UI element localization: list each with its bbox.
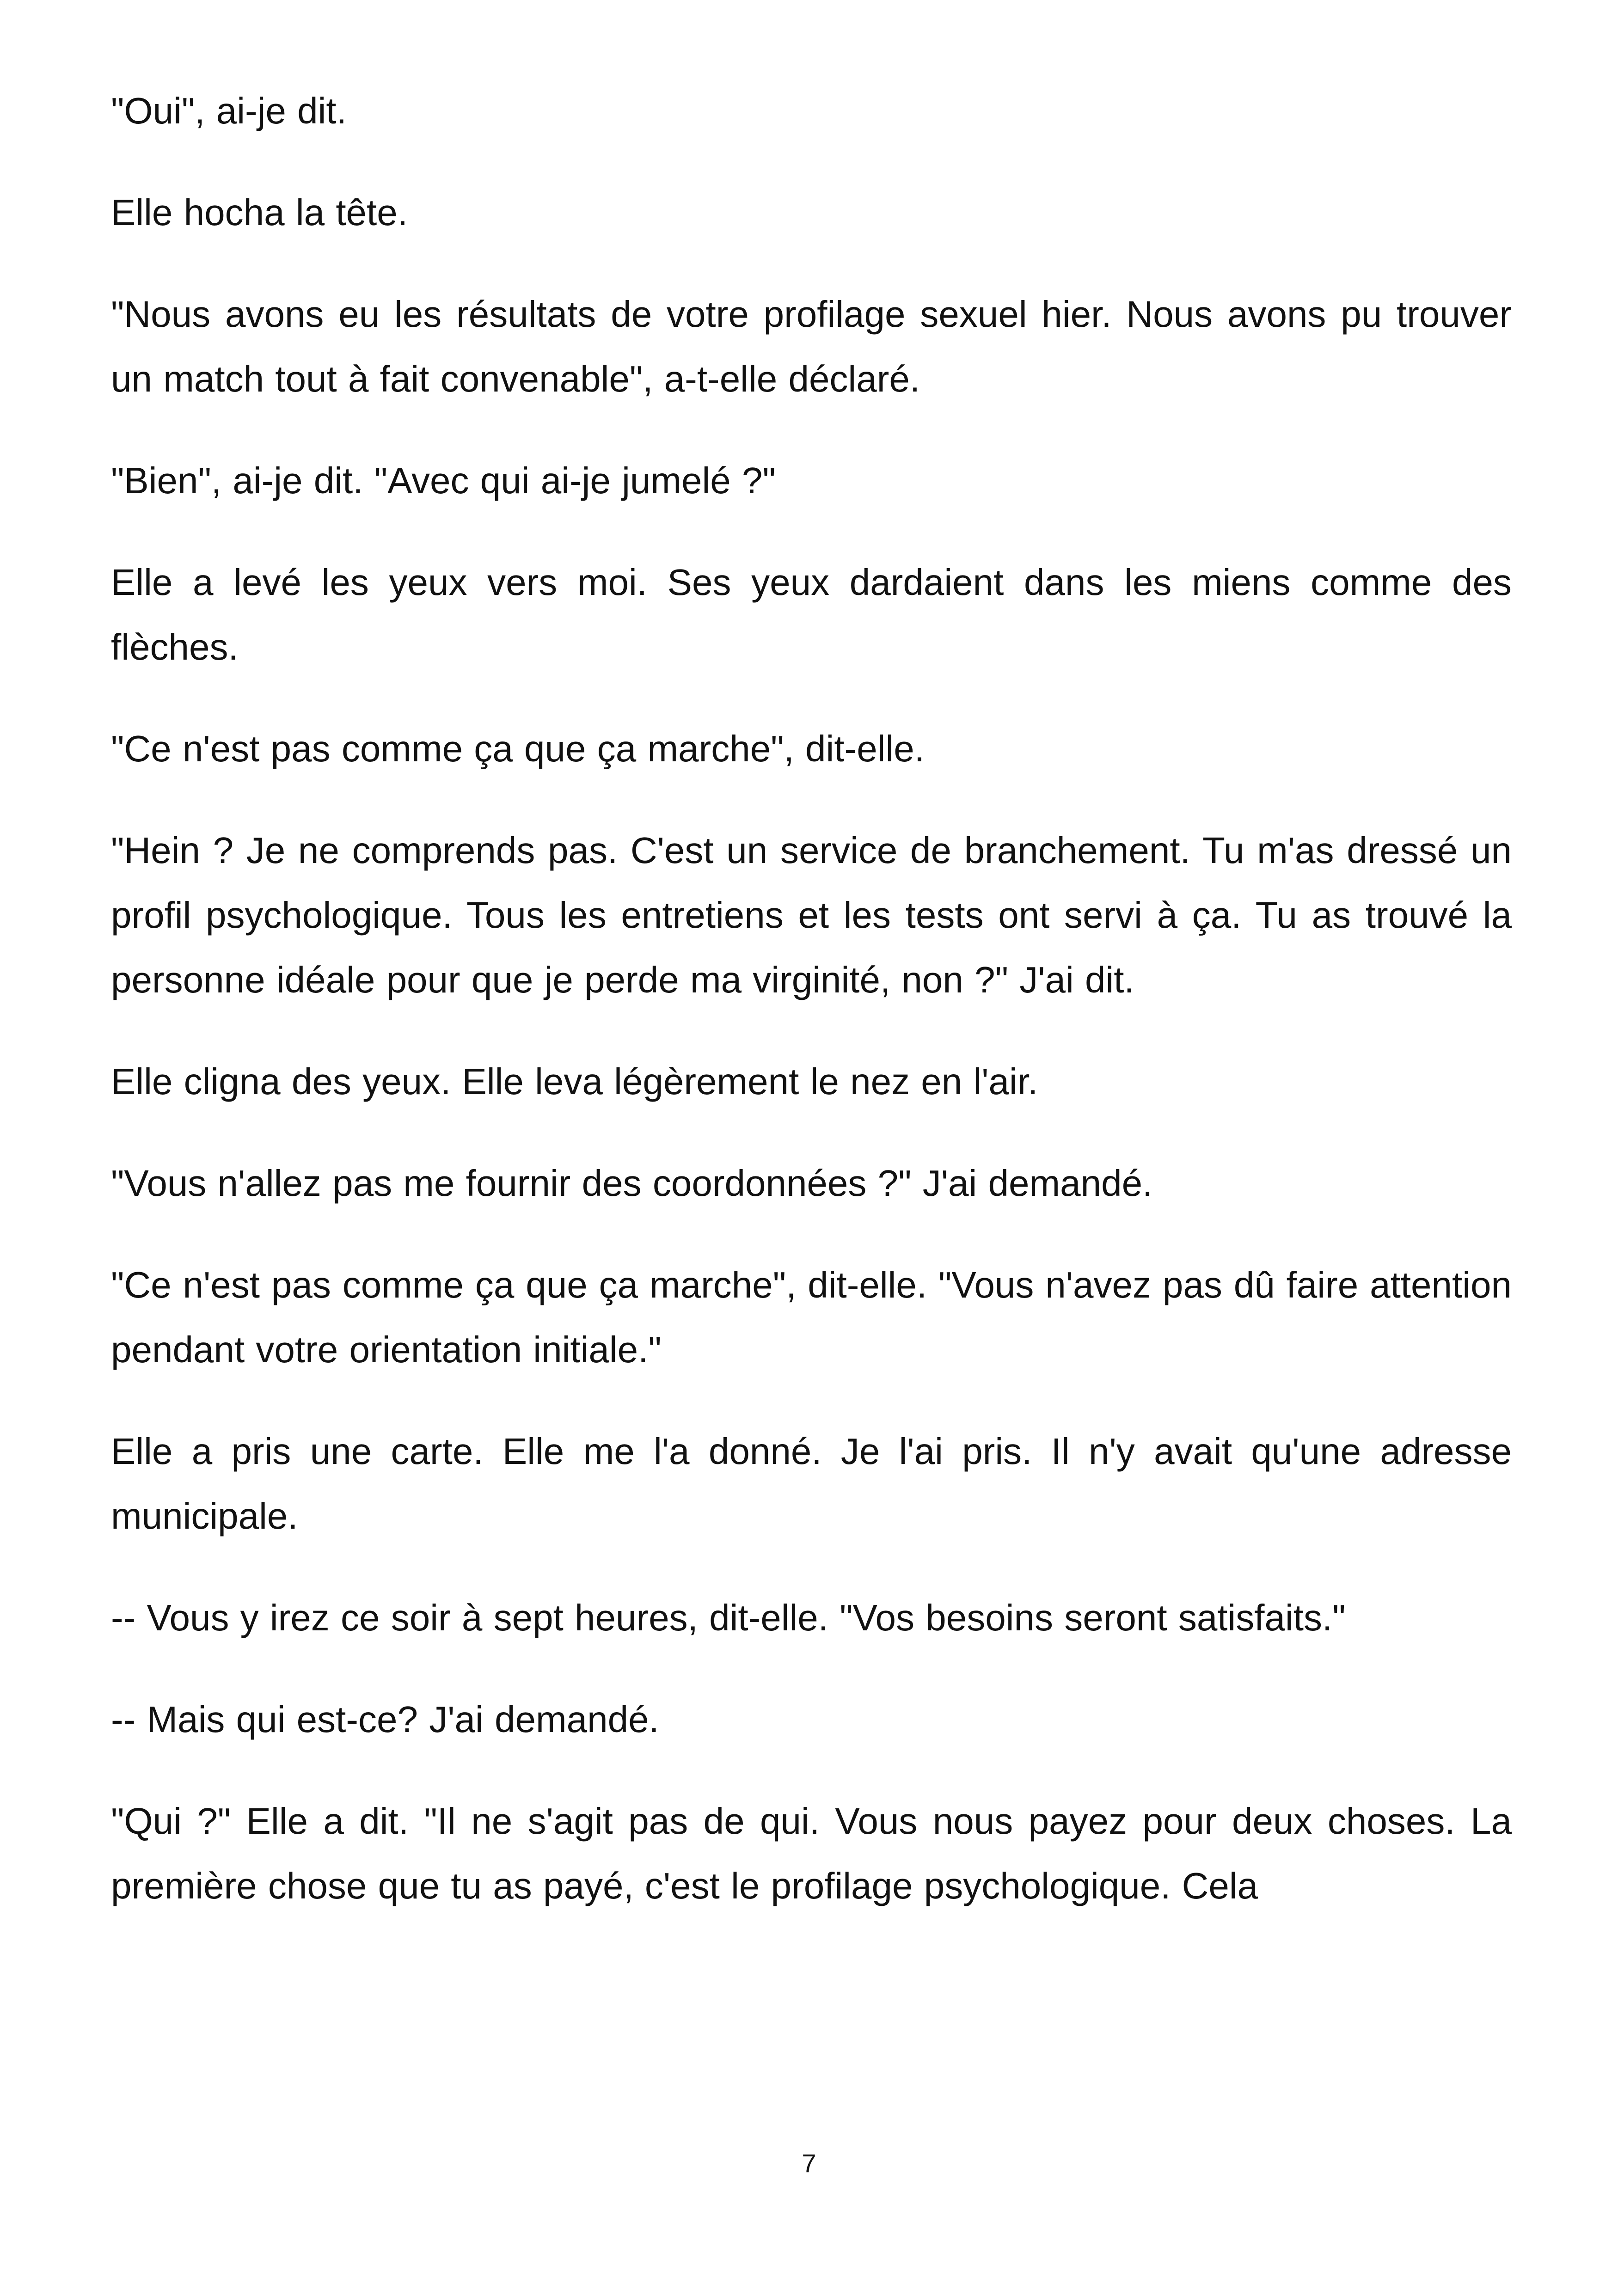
page-body (111, 79, 1512, 1955)
paragraph: Elle a pris une carte. Elle me l'a donné. Je l'ai pris. Il n'y avait qu'une adresse municipale. (111, 1431, 1512, 1537)
paragraph: Elle a levé les yeux vers moi. Ses yeux dardaient dans les miens comme des flèches. (111, 562, 1512, 667)
paragraph: -- Vous y irez ce soir à sept heures, dit-elle. "Vos besoins seront satisfaits." (111, 1597, 1346, 1638)
paragraph: "Ce n'est pas comme ça que ça marche", dit-elle. "Vous n'avez pas dû faire attention pendant votre orientation initiale." (111, 1264, 1512, 1370)
paragraph: "Vous n'allez pas me fournir des coordonnées ?" J'ai demandé. (111, 1163, 1153, 1204)
paragraph: "Qui ?" Elle a dit. "Il ne s'agit pas de qui. Vous nous payez pour deux choses. La première chose que tu as payé, c'est le profilage psychologique. Cela (111, 1800, 1512, 1906)
paragraph: Elle hocha la tête. (111, 192, 408, 233)
paragraph: "Hein ? Je ne comprends pas. C'est un service de branchement. Tu m'as dressé un profil psychologique. Tous les entretiens et les tests ont servi à ça. Tu as trouvé la personne idéale pour que je perde ma virginité, non ?" J'ai dit. (111, 830, 1512, 1000)
page-number: 7 (802, 2149, 816, 2178)
paragraph: -- Mais qui est-ce? J'ai demandé. (111, 1699, 659, 1740)
paragraph: Elle cligna des yeux. Elle leva légèrement le nez en l'air. (111, 1061, 1038, 1102)
paragraph: "Bien", ai-je dit. "Avec qui ai-je jumelé ?" (111, 460, 776, 501)
paragraph: "Ce n'est pas comme ça que ça marche", dit-elle. (111, 728, 925, 769)
paragraph: "Oui", ai-je dit. (111, 90, 347, 131)
paragraph: "Nous avons eu les résultats de votre profilage sexuel hier. Nous avons pu trouver un match tout à fait convenable", a-t-elle déclaré. (111, 294, 1512, 399)
